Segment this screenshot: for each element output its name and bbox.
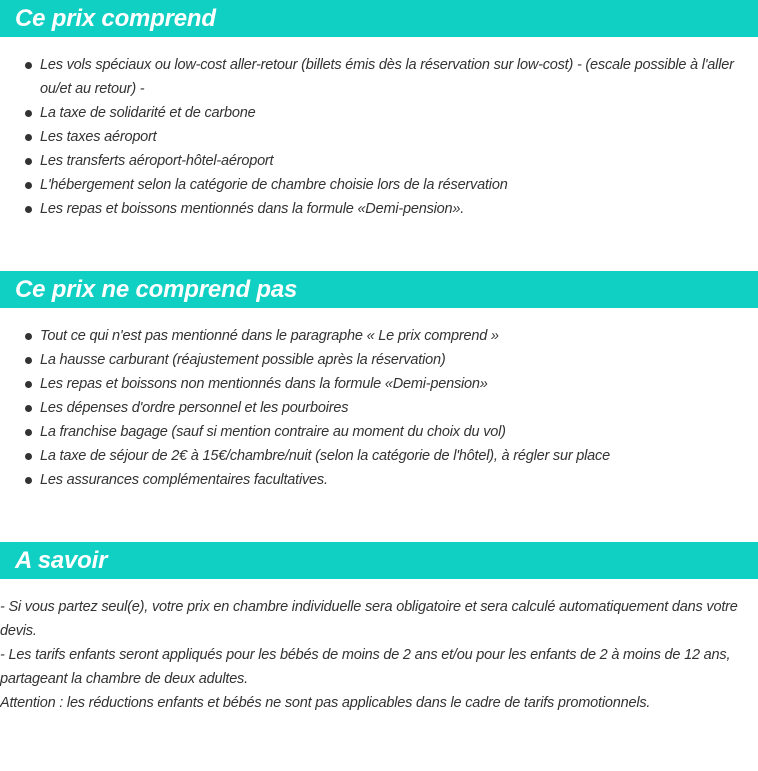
list-item: Les assurances complémentaires facultatives. <box>0 468 758 492</box>
list-item: La taxe de séjour de 2€ à 15€/chambre/nuit (selon la catégorie de l'hôtel), à régler sur place <box>0 444 758 468</box>
includes-list <box>0 53 758 221</box>
list-item: Les repas et boissons non mentionnés dans la formule «Demi-pension» <box>0 372 758 396</box>
info-block <box>0 595 758 715</box>
info-paragraph: - Les tarifs enfants seront appliqués pour les bébés de moins de 2 ans et/ou pour les enfants de 2 à moins de 12 ans, partageant la chambre de deux adultes. <box>0 647 731 687</box>
list-item: Les dépenses d'ordre personnel et les pourboires <box>0 396 758 420</box>
section-title-info: A savoir <box>15 546 108 574</box>
list-item: L'hébergement selon la catégorie de chambre choisie lors de la réservation <box>0 173 758 197</box>
list-item: Les vols spéciaux ou low-cost aller-retour (billets émis dès la réservation sur low-cost) - (escale possible à l'aller ou/et au retour) - <box>0 53 758 101</box>
list-item: Les repas et boissons mentionnés dans la formule «Demi-pension». <box>0 197 758 221</box>
section-title-includes: Ce prix comprend <box>15 4 216 32</box>
info-paragraph: Attention : les réductions enfants et bébés ne sont pas applicables dans le cadre de tarifs promotionnels. <box>0 695 651 711</box>
list-item: La hausse carburant (réajustement possible après la réservation) <box>0 348 758 372</box>
section-header-info <box>0 542 758 579</box>
info-paragraph: - Si vous partez seul(e), votre prix en chambre individuelle sera obligatoire et sera calculé automatiquement dans votre devis. <box>0 599 738 639</box>
section-title-excludes: Ce prix ne comprend pas <box>15 275 298 303</box>
section-header-includes <box>0 0 758 37</box>
list-item: La taxe de solidarité et de carbone <box>0 101 758 125</box>
list-item: Les transferts aéroport-hôtel-aéroport <box>0 149 758 173</box>
excludes-list <box>0 324 758 492</box>
section-header-excludes <box>0 271 758 308</box>
list-item: La franchise bagage (sauf si mention contraire au moment du choix du vol) <box>0 420 758 444</box>
list-item: Tout ce qui n'est pas mentionné dans le paragraphe « Le prix comprend » <box>0 324 758 348</box>
list-item: Les taxes aéroport <box>0 125 758 149</box>
